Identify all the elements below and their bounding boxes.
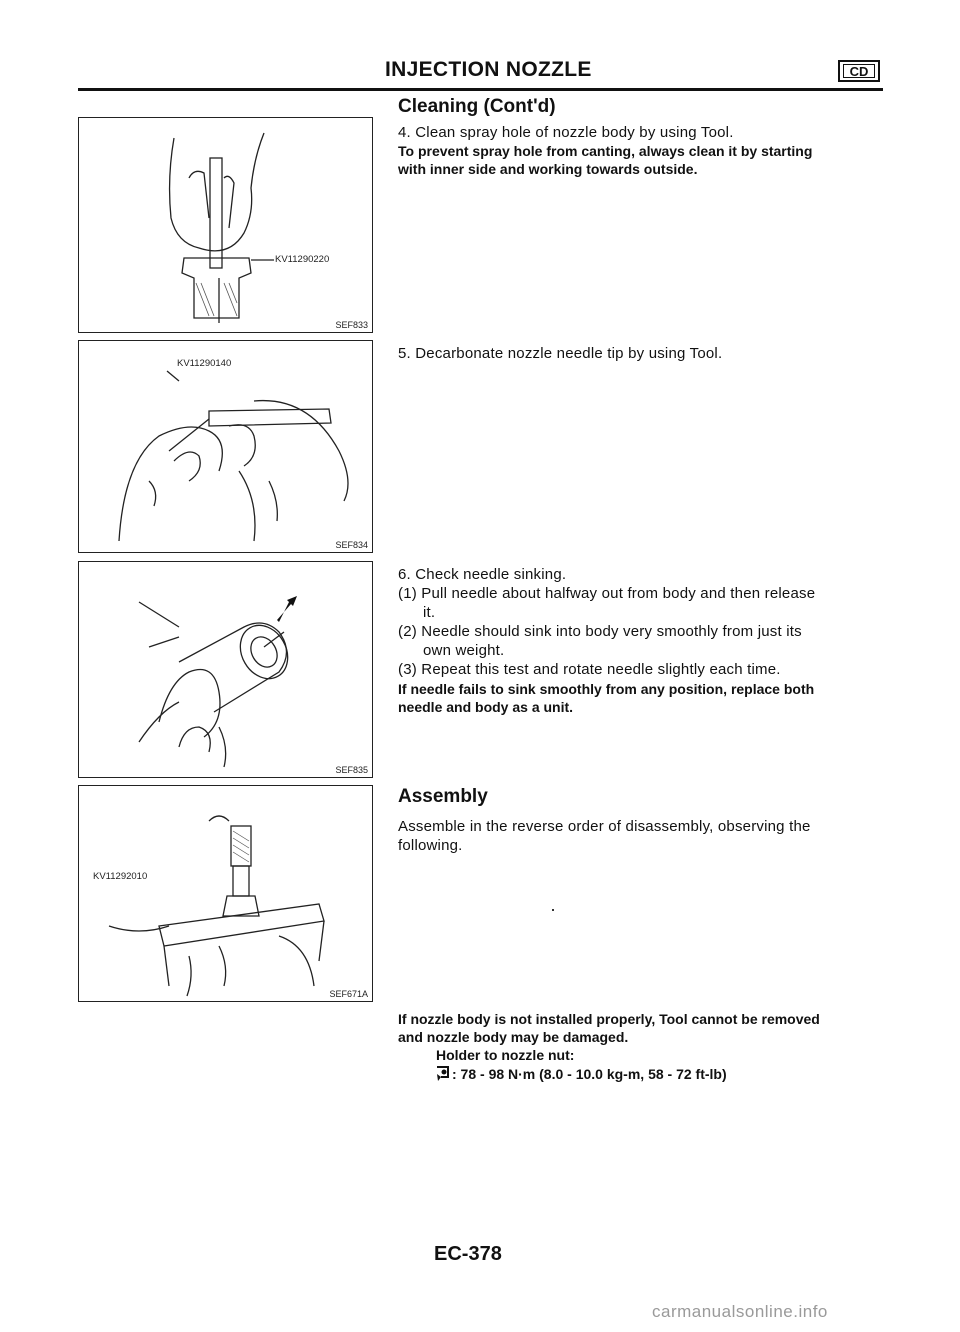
torque-wrench-icon bbox=[436, 1065, 452, 1086]
step-6-text: 6. Check needle sinking. bbox=[398, 566, 567, 583]
stray-dot bbox=[552, 909, 554, 911]
step-6-note-line-2: needle and body as a unit. bbox=[398, 699, 574, 715]
assembly-warning-line-1: If nozzle body is not installed properly, Tool cannot be removed bbox=[398, 1011, 820, 1027]
page-number: EC-378 bbox=[434, 1243, 502, 1265]
watermark-text: carmanualsonline.info bbox=[652, 1302, 828, 1321]
needle-decarbonizing-illustration bbox=[79, 341, 374, 554]
assembly-warning-line-2: and nozzle body may be damaged. bbox=[398, 1029, 629, 1045]
figure-sef833 bbox=[78, 117, 373, 333]
spray-hole-cleaning-illustration bbox=[79, 118, 374, 334]
step-6-2-line-1: (2) Needle should sink into body very smoothly from just its bbox=[398, 623, 802, 640]
torque-spec bbox=[436, 1065, 727, 1086]
assembly-heading: Assembly bbox=[398, 786, 488, 807]
nozzle-assembly-illustration bbox=[79, 786, 374, 1003]
step-4-note-line-1: To prevent spray hole from canting, always clean it by starting bbox=[398, 143, 813, 159]
page-title: INJECTION NOZZLE bbox=[385, 58, 592, 81]
torque-label: Holder to nozzle nut: bbox=[436, 1047, 575, 1063]
torque-value: : 78 - 98 N·m (8.0 - 10.0 kg-m, 58 - 72 ft-lb) bbox=[452, 1066, 727, 1082]
step-4-note-line-2: with inner side and working towards outside. bbox=[398, 161, 698, 177]
step-4-text: 4. Clean spray hole of nozzle body by using Tool. bbox=[398, 124, 734, 141]
tool-label: KV11292010 bbox=[93, 871, 148, 882]
step-5-text: 5. Decarbonate nozzle needle tip by using Tool. bbox=[398, 345, 723, 362]
figure-sef835 bbox=[78, 561, 373, 778]
step-6-note-line-1: If needle fails to sink smoothly from any position, replace both bbox=[398, 681, 815, 697]
figure-code: SEF671A bbox=[329, 989, 368, 999]
figure-sef671a bbox=[78, 785, 373, 1002]
figure-code: SEF834 bbox=[335, 540, 368, 550]
tool-label: KV11290140 bbox=[177, 358, 232, 369]
figure-code: SEF835 bbox=[335, 765, 368, 775]
step-6-1-line-2: it. bbox=[423, 604, 436, 621]
step-6-3-text: (3) Repeat this test and rotate needle slightly each time. bbox=[398, 661, 781, 678]
cd-section-badge: CD bbox=[838, 60, 880, 82]
section-heading: Cleaning (Cont'd) bbox=[398, 96, 556, 117]
figure-sef834 bbox=[78, 340, 373, 553]
needle-sinking-check-illustration bbox=[79, 562, 374, 779]
step-6-1-line-1: (1) Pull needle about halfway out from body and then release bbox=[398, 585, 816, 602]
step-6-2-line-2: own weight. bbox=[423, 642, 505, 659]
tool-label: KV11290220 bbox=[275, 254, 330, 265]
assembly-intro-line-2: following. bbox=[398, 837, 463, 854]
assembly-intro-line-1: Assemble in the reverse order of disassembly, observing the bbox=[398, 818, 811, 835]
header-divider bbox=[78, 88, 883, 91]
figure-code: SEF833 bbox=[335, 320, 368, 330]
